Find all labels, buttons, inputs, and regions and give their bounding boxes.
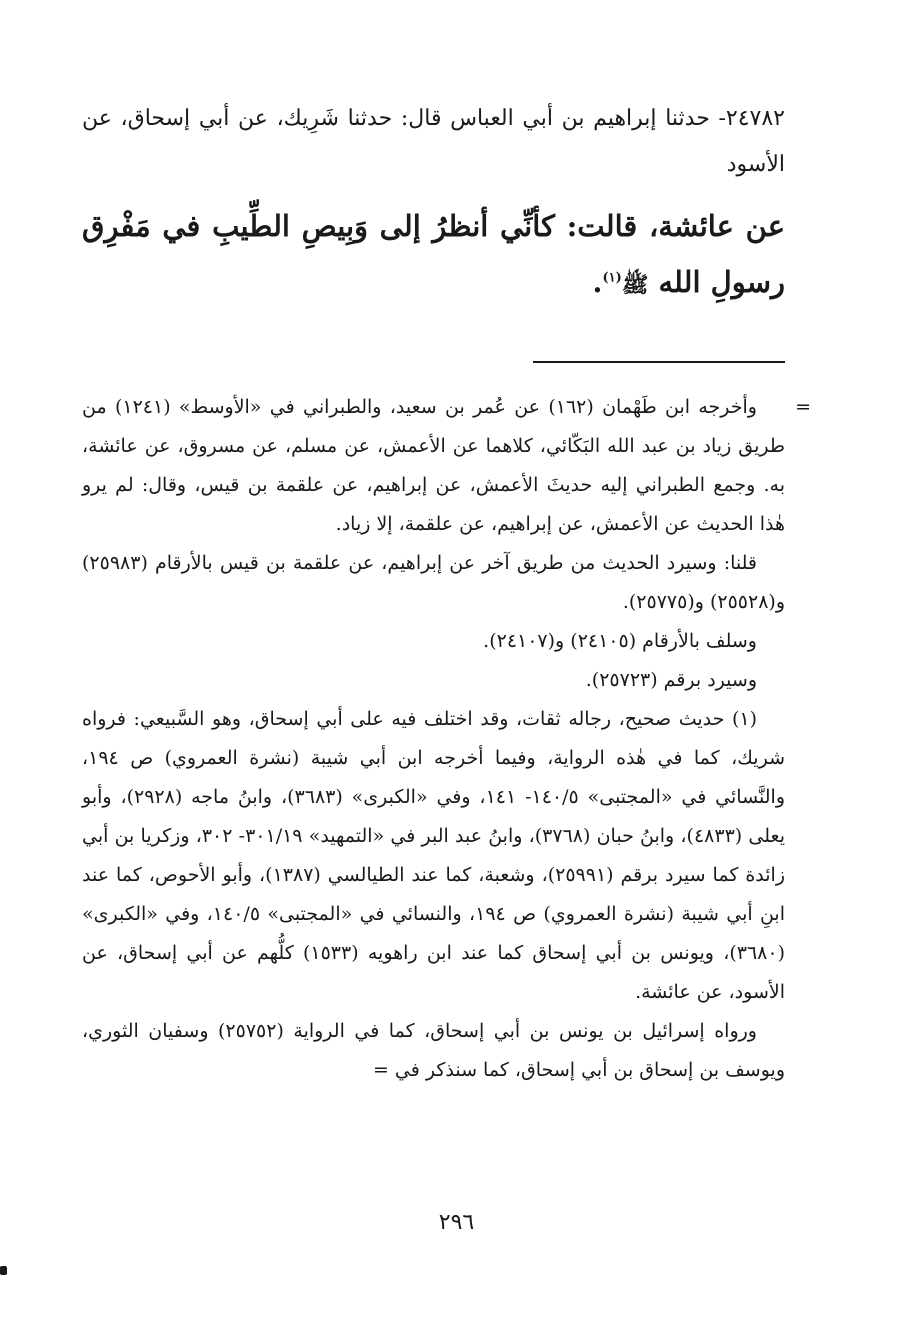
honorific-glyph: ﷺ — [621, 272, 649, 298]
hadith-isnad — [82, 96, 785, 188]
footnotes-section — [82, 388, 811, 1090]
note-paragraph-3: وسلف بالأرقام (٢٤١٠٥) و(٢٤١٠٧). — [483, 630, 757, 652]
footnote-reference[interactable]: (١) — [602, 270, 622, 286]
matn-end-period: . — [592, 265, 603, 299]
continuation-mark: = — [795, 396, 811, 418]
hadith-matn — [82, 198, 785, 313]
isnad-text: ٢٤٧٨٢- حدثنا إبراهيم بن أبي العباس قال: حدثنا شَرِيك، عن أبي إسحاق، عن الأسود — [82, 106, 785, 177]
scan-ink-mark — [0, 1266, 7, 1275]
page-number: ٢٩٦ — [438, 1210, 475, 1235]
note-paragraph-6: ورواه إسرائيل بن يونس بن أبي إسحاق، كما في الرواية (٢٥٧٥٢) وسفيان الثوري، ويوسف بن إسحاق بن أبي إسحاق، كما سنذكر في = — [82, 1020, 785, 1081]
note-paragraph-1: وأخرجه ابن طَهْمان (١٦٢) عن عُمر بن سعيد، والطبراني في «الأوسط» (١٢٤١) من طريق زياد بن عبد الله البَكّائي، كلاهما عن الأعمش، عن مسلم، عن مسروق، عن عائشة، به. وجمع الطبراني إليه حديثَ الأعمش، عن إبراهيم، عن علقمة بن قيس، وقال: لم يرو هٰذا الحديث عن الأعمش، عن إبراهيم، عن علقمة، إلا زياد. — [82, 396, 785, 535]
note-paragraph-4: وسيرد برقم (٢٥٧٢٣). — [585, 669, 757, 691]
footnote-separator-rule — [533, 361, 785, 363]
matn-text: عن عائشة، قالت: كأنِّي أنظرُ إلى وَبِيصِ الطِّيبِ في مَفْرِق رسولِ الله — [82, 209, 785, 299]
note-paragraph-2: قلنا: وسيرد الحديث من طريق آخر عن إبراهيم، عن علقمة بن قيس بالأرقام (٢٥٩٨٣) و(٢٥٥٢٨) و(٢٥٧٧٥). — [82, 552, 785, 613]
footnote-1: (١) حديث صحيح، رجاله ثقات، وقد اختلف فيه على أبي إسحاق، وهو السَّبيعي: فرواه شريك، كما في هٰذه الرواية، وفيما أخرجه ابن أبي شيبة (نشرة العمروي) ص ١٩٤، والنَّسائي في «المجتبى» ١٤٠/٥- ١٤١، وفي «الكبرى» (٣٦٨٣)، وابنُ ماجه (٢٩٢٨)، وأبو يعلى (٤٨٣٣)، وابنُ حبان (٣٧٦٨)، وابنُ عبد البر في «التمهيد» ٣٠١/١٩- ٣٠٢، وزكريا بن أبي زائدة كما سيرد برقم (٢٥٩٩١)، وشعبة، كما عند الطيالسي (١٣٨٧)، وأبو الأحوص، كما عند ابنِ أبي شيبة (نشرة العمروي) ص ١٩٤، والنسائي في «المجتبى» ١٤٠/٥، وفي «الكبرى» (٣٦٨٠)، ويونس بن أبي إسحاق كما عند ابن راهويه (١٥٣٣) كلُّهم عن أبي إسحاق، عن الأسود، عن عائشة. — [82, 708, 786, 1003]
